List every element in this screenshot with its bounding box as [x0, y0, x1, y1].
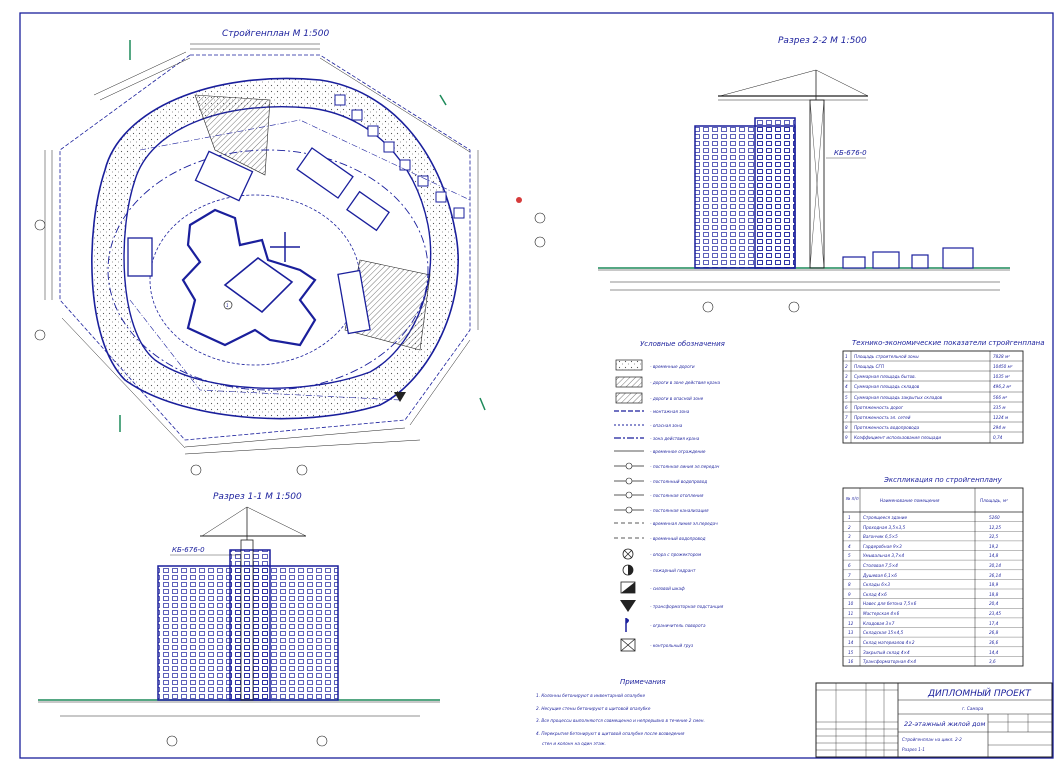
expl-row-area: 26,8 — [989, 630, 999, 635]
note-item: 4. Перекрытия бетонируют в щитовой опалубке после возведения — [536, 731, 685, 736]
expl-row-n: 7 — [848, 573, 851, 578]
tech-row-val: 294 м — [993, 425, 1006, 430]
expl-header-name: Наименование помещения — [880, 498, 940, 503]
site-plan-title: Стройгенплан М 1:500 — [222, 29, 330, 39]
notes — [536, 678, 705, 746]
expl-row-name: Склады 6×3 — [863, 582, 891, 587]
expl-row-n: 13 — [848, 630, 854, 635]
tech-row-name: Суммарная площадь складов — [854, 384, 920, 389]
crane-label-22: КБ-676-0 — [834, 149, 867, 157]
expl-row-area: 18,9 — [989, 582, 999, 587]
tech-row-n: 6 — [845, 405, 848, 410]
tech-row-val: 7828 м² — [993, 354, 1010, 359]
legend-item: - постоянная канализация — [650, 508, 709, 513]
expl-row-n: 2 — [848, 525, 851, 530]
expl-row-n: 15 — [848, 650, 854, 655]
svg-text:1: 1 — [226, 303, 229, 308]
stamp-sheet-name: Стройгенплан на цикл. 2-2 — [902, 737, 962, 742]
expl-row-area: 17,4 — [989, 621, 999, 626]
expl-row-area: 14,4 — [989, 650, 999, 655]
expl-row-n: 9 — [848, 592, 851, 597]
expl-row-n: 12 — [848, 621, 854, 626]
expl-row-area: 18,8 — [989, 592, 999, 597]
legend-item: - постоянный водопровод — [650, 479, 708, 484]
tech-row-val: 496,2 м² — [993, 384, 1012, 389]
legend-item: - опора с прожектором — [650, 552, 702, 557]
legend-item: - временная линия эл.передач — [650, 521, 718, 526]
tech-row-val: 566 м² — [993, 395, 1008, 400]
tech-row-n: 9 — [845, 435, 848, 440]
expl-row-area: 12,25 — [989, 525, 1001, 530]
expl-row-name: Склад материалов 4×2 — [863, 640, 915, 645]
tech-row-n: 5 — [845, 395, 848, 400]
expl-row-name: Складская 15×4,5 — [863, 630, 904, 635]
section-1-1 — [38, 492, 440, 746]
section-22-title: Разрез 2-2 М 1:500 — [778, 36, 867, 46]
expl-row-name: Кладовая 3×7 — [863, 621, 895, 626]
expl-row-area: 3,6 — [989, 659, 996, 664]
expl-row-area: 5260 — [989, 515, 1000, 520]
expl-header-n: № п/п — [846, 496, 859, 501]
note-item: 2. Несущие стены бетонируют в щитовой опалубке — [536, 706, 651, 711]
notes-title: Примечания — [620, 678, 666, 686]
legend-item: - монтажная зона — [650, 409, 690, 414]
expl-row-area: 36,6 — [989, 640, 999, 645]
tech-row-n: 8 — [845, 425, 848, 430]
legend-item: - дороги в зоне действия крана — [650, 380, 721, 385]
expl-row-name: Трансформаторная 4×4 — [863, 659, 916, 664]
expl-row-area: 20,4 — [989, 601, 999, 606]
expl-row-name: Столовая 7,5×4 — [863, 563, 898, 568]
expl-row-n: 10 — [848, 601, 854, 606]
note-item: 3. Все процессы выполняются совмещенно и непрерывно в течение 2 смен. — [536, 718, 705, 723]
section-11-title: Разрез 1-1 М 1:500 — [213, 492, 302, 502]
legend-item: - временные дороги — [650, 364, 695, 369]
stamp-sheet-sub: Разрез 1-1 — [902, 747, 925, 752]
title-block — [816, 683, 1052, 757]
expl-row-name: Гардеробная 9×3 — [863, 544, 902, 549]
expl-row-n: 11 — [848, 611, 854, 616]
tech-row-name: Суммарная площадь бытов. — [854, 374, 916, 379]
section-2-2 — [598, 36, 1010, 312]
expl-row-name: Вагончик 6,5×5 — [863, 534, 898, 539]
tech-row-n: 4 — [845, 384, 848, 389]
expl-row-name: Умывальная 3,7×4 — [863, 553, 905, 558]
legend-title: Условные обозначения — [640, 340, 725, 348]
legend-item: - трансформаторная подстанция — [650, 604, 724, 609]
tech-row-name: Площадь строительной зоны — [854, 354, 919, 359]
expl-row-n: 6 — [848, 563, 851, 568]
note-item: 1. Колонны бетонируют в инвентарной опалубке — [536, 693, 646, 698]
expl-row-name: Строящееся здание — [863, 515, 908, 520]
tech-row-name: Протяженность эл. сетей — [854, 415, 911, 420]
legend-item: - контрольный груз — [650, 643, 694, 648]
legend-item: - пожарный гидрант — [650, 568, 696, 573]
legend-item: - временный водопровод — [650, 536, 706, 541]
expl-row-area: 30,14 — [989, 563, 1001, 568]
legend-item: - силовой шкаф — [650, 586, 685, 591]
legend-item: - зона действия крана — [650, 436, 700, 441]
expl-row-n: 16 — [848, 659, 854, 664]
expl-row-name: Душевая 6,1×6 — [863, 573, 897, 578]
tech-row-n: 3 — [845, 374, 848, 379]
expl-row-n: 5 — [848, 553, 851, 558]
expl-row-name: Проходная 3,5×3,5 — [863, 525, 906, 530]
expl-row-n: 8 — [848, 582, 851, 587]
crane-label-11: КБ-676-0 — [172, 546, 205, 554]
legend-item: - ограничитель поворота — [650, 623, 706, 628]
legend-item: - постоянная отопления — [650, 493, 704, 498]
tech-row-name: Площадь СГП — [854, 364, 884, 369]
expl-row-name: Навес для бетона 7,5×6 — [863, 601, 917, 606]
expl-row-name: Склад 4×6 — [863, 592, 887, 597]
expl-row-area: 23,45 — [989, 611, 1001, 616]
expl-header-area: Площадь, м² — [980, 498, 1008, 503]
tech-table-title: Технико-экономические показатели стройгенплана — [852, 339, 1045, 347]
tech-row-n: 1 — [845, 354, 848, 359]
legend-labels — [650, 364, 724, 648]
stamp-building: 22-этажный жилой дом — [904, 720, 986, 728]
tech-row-val: 10450 м² — [993, 364, 1013, 369]
expl-row-area: 36,14 — [989, 573, 1001, 578]
expl-row-name: Мастерская 4×6 — [863, 611, 900, 616]
note-item: стен и колонн на один этаж. — [542, 741, 606, 746]
stamp-city: г. Самара — [962, 706, 984, 711]
tech-row-name: Протяженность дорог — [854, 405, 904, 410]
tech-row-n: 2 — [845, 364, 848, 369]
tech-row-val: 1035 м² — [993, 374, 1010, 379]
expl-row-n: 4 — [848, 544, 851, 549]
tech-row-name: Суммарная площадь закрытых складов — [854, 395, 943, 400]
tech-row-val: 1224 м — [993, 415, 1009, 420]
tech-row-name: Коэффициент использования площади — [854, 435, 942, 440]
expl-row-n: 1 — [848, 515, 851, 520]
tech-row-val: 335 м — [993, 405, 1006, 410]
tech-table — [843, 339, 1045, 443]
tech-row-name: Протяженность водопровода — [854, 425, 920, 430]
tech-row-val: 0,74 — [993, 435, 1003, 440]
expl-row-area: 19,2 — [989, 544, 999, 549]
expl-row-n: 3 — [848, 534, 851, 539]
legend-item: - постоянная линия эл.передач — [650, 464, 720, 469]
legend-item: - дороги в опасной зоне — [650, 396, 704, 401]
expl-row-n: 14 — [848, 640, 854, 645]
legend-item: - временное ограждение — [650, 449, 706, 454]
expl-table-title: Экспликация по стройгенплану — [884, 476, 1002, 484]
expl-row-name: Закрытый склад 4×4 — [863, 650, 910, 655]
explication-table — [843, 476, 1023, 666]
legend-item: - опасная зона — [650, 423, 683, 428]
stamp-project-type: ДИПЛОМНЫЙ ПРОЕКТ — [928, 689, 1031, 699]
tech-row-n: 7 — [845, 415, 848, 420]
expl-row-area: 32,5 — [989, 534, 999, 539]
expl-row-area: 14,8 — [989, 553, 999, 558]
site-plan — [35, 29, 545, 475]
